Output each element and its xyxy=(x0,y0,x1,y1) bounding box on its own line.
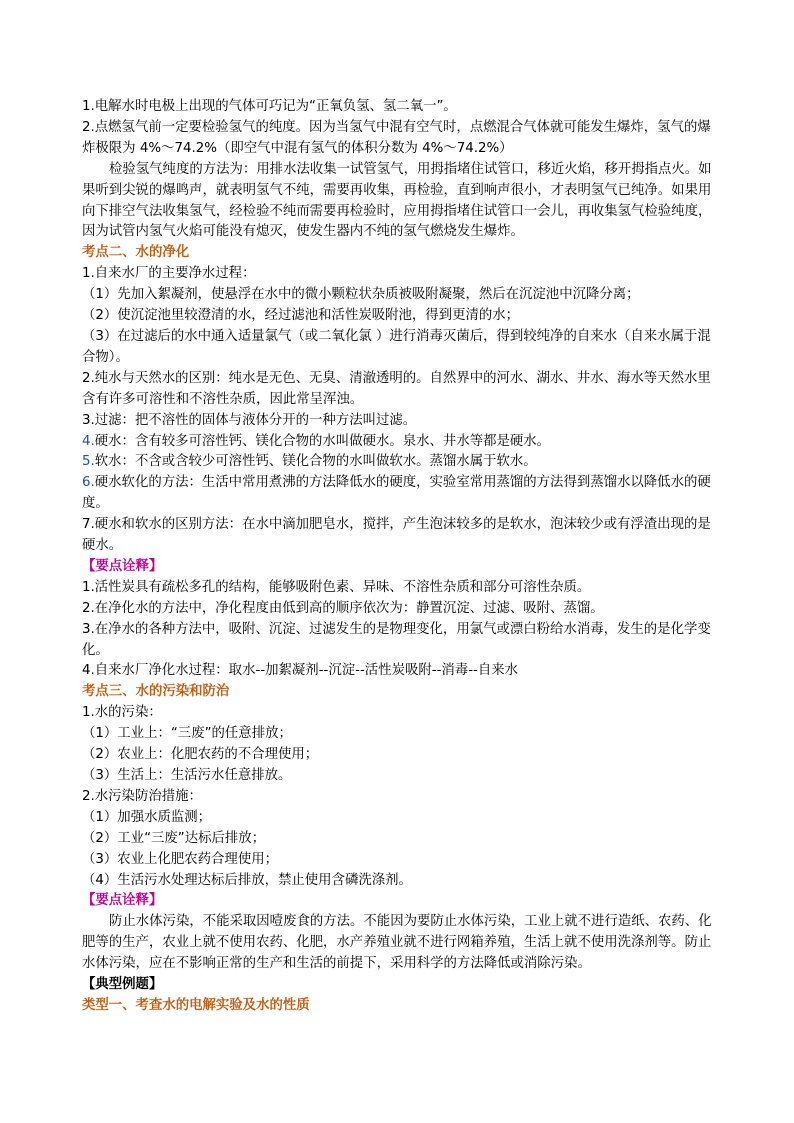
paragraph: 4.自来水厂净化水过程：取水--加絮凝剂--沉淀--活性炭吸附--消毒--自来水 xyxy=(82,663,519,679)
section-heading: 考点三、水的污染和防治 xyxy=(82,684,230,700)
section-heading: 类型一、考查水的电解实验及水的性质 xyxy=(82,997,310,1013)
keypoint-heading: 【要点诠释】 xyxy=(82,558,163,574)
paragraph: （3）生活上：生活污水任意排放。 xyxy=(82,768,292,783)
item-number: 5. xyxy=(82,454,95,470)
item-number: 4. xyxy=(82,433,95,449)
paragraph: 2.水污染防治措施： xyxy=(82,788,202,804)
paragraph: （2）使沉淀池里较澄清的水，经过滤池和活性炭吸附池，得到更清的水； xyxy=(82,308,520,324)
examples-heading: 【典型例题】 xyxy=(82,977,163,993)
item-text: 软水：不含或含较少可溶性钙、镁化合物的水叫做软水。蒸馏水属于软水。 xyxy=(94,454,537,470)
paragraph: 2.纯水与天然水的区别：纯水是无色、无臭、清澈透明的。自然界中的河水、湖水、井水、海水等天然水里含有许多可溶性和不溶性杂质，因此常呈浑浊。 xyxy=(82,370,711,407)
section-heading: 考点二、水的净化 xyxy=(82,245,190,261)
paragraph: 1.自来水厂的主要净水过程： xyxy=(82,266,256,282)
paragraph xyxy=(82,432,718,453)
paragraph: （1）先加入絮凝剂，使悬浮在水中的微小颗粒状杂质被吸附凝聚，然后在沉淀池中沉降分离； xyxy=(82,287,640,303)
paragraph: 防止水体污染，不能采取因噎废食的方法。不能因为要防止水体污染，工业上就不进行造纸、农药、化肥等的生产，农业上就不使用农药、化肥，水产养殖业就不进行网箱养殖，生活上就不使用洗涤剂等。防止水体污染，应在不影响正常的生产和生活的前提下，采用科学的方法降低或消除污染。 xyxy=(82,914,712,972)
paragraph: 3.在净水的各种方法中，吸附、沉淀、过滤发生的是物理变化，用氯气或漂白粉给水消毒，发生的是化学变化。 xyxy=(82,621,711,658)
paragraph: 1.电解水时电极上出现的气体可巧记为“正氧负氢、氢二氧一”。 xyxy=(82,99,457,114)
paragraph: （1）加强水质监测； xyxy=(82,809,212,825)
paragraph: 2.在净化水的方法中，净化程度由低到高的顺序依次为：静置沉淀、过滤、吸附、蒸馏。 xyxy=(82,600,604,616)
paragraph: （3）农业上化肥农药合理使用； xyxy=(82,851,278,867)
paragraph: 检验氢气纯度的方法为：用排水法收集一试管氢气，用拇指堵住试管口，移近火焰，移开拇指点火。如果听到尖锐的爆鸣声，就表明氢气不纯，需要再收集，再检验，直到响声很小，才表明氢气已纯净。如果用向下排空气法收集氢气，经检验不纯而需要再检验时，应用拇指堵住试管口一会儿，再收集氢气检验纯度，因为试管内氢气火焰可能没有熄灭，使发生器内不纯的氢气燃烧发生爆炸。 xyxy=(82,161,712,240)
item-number: 6. xyxy=(82,475,95,491)
paragraph xyxy=(82,473,718,515)
paragraph: 3.过滤：把不溶性的固体与液体分开的一种方法叫过滤。 xyxy=(82,412,417,428)
paragraph: 1.活性炭具有疏松多孔的结构，能够吸附色素、异味、不溶性杂质和部分可溶性杂质。 xyxy=(82,579,591,595)
paragraph: （4）生活污水处理达标后排放，禁止使用含磷洗涤剂。 xyxy=(82,872,412,888)
paragraph: （3）在过滤后的水中通入适量氯气（或二氧化氯 ）进行消毒灭菌后，得到较纯净的自来水（自来水属于混合物）。 xyxy=(82,328,711,365)
item-text: 硬水软化的方法：生活中常用煮沸的方法降低水的硬度，实验室常用蒸馏的方法得到蒸馏水以降低水的硬度。 xyxy=(82,475,711,512)
paragraph: 2.点燃氢气前一定要检验氢气的纯度。因为当氢气中混有空气时，点燃混合气体就可能发生爆炸，氢气的爆炸极限为 4%～74.2%（即空气中混有氢气的体积分数为 4%～74.2%） xyxy=(82,119,711,156)
paragraph: （2）农业上：化肥农药的不合理使用； xyxy=(82,747,319,763)
paragraph: （2）工业“三废”达标后排放； xyxy=(82,830,266,846)
keypoint-heading: 【要点诠释】 xyxy=(82,893,163,909)
paragraph xyxy=(82,452,718,473)
item-text: 硬水：含有较多可溶性钙、镁化合物的水叫做硬水。泉水、井水等都是硬水。 xyxy=(94,433,551,449)
document-page xyxy=(82,97,718,1017)
paragraph: 1.水的污染： xyxy=(82,705,162,721)
paragraph: （1）工业上：“三废”的任意排放； xyxy=(82,726,292,742)
paragraph: 7.硬水和软水的区别方法：在水中滴加肥皂水，搅拌，产生泡沫较多的是软水，泡沫较少或有浮渣出现的是硬水。 xyxy=(82,517,711,554)
